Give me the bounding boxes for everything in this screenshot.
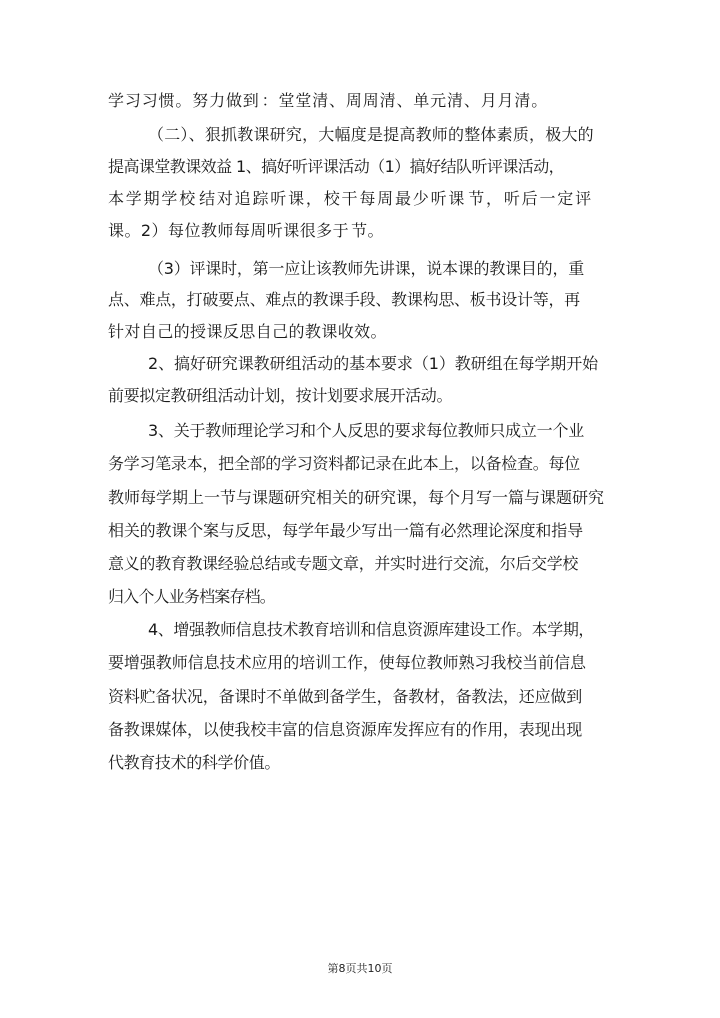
text-line xyxy=(108,686,582,708)
text-segment: 意义的教育教课经验总结或专题文章，并实时进行交流，尔后交学校 xyxy=(108,554,579,573)
text-segment: 备教课媒体，以使我校丰富的信息资源库发挥应有的作用，表现出现 xyxy=(108,720,583,739)
text-line xyxy=(108,385,452,407)
text-line xyxy=(148,619,594,641)
text-line xyxy=(108,321,387,343)
text-line xyxy=(108,90,548,115)
text-segment: 前要拟定教研组活动计划，按计划要求展开活动。 xyxy=(108,386,453,405)
text-segment: 代教育技术的科学价值。 xyxy=(108,753,281,772)
text-segment: 学习习惯。努力做到 xyxy=(108,91,260,110)
text-segment: 要增强教师信息技术应用的培训工作，使每位教师熟习我校当前信息 xyxy=(108,653,586,672)
text-segment: 点、难点，打破要点、难点的教课手段、教课构思、板书设计等，再 xyxy=(108,290,580,309)
text-line xyxy=(108,520,583,542)
text-segment: 节。 xyxy=(351,221,385,240)
text-segment: 务学习笔录本，把全部的学习资料都记录在此本上，以备检查。每位 xyxy=(108,454,580,473)
text-line xyxy=(108,553,578,575)
text-segment: 提高课堂教课效益 1、搞好听评课活动（1）搞好结队听评课活动， xyxy=(108,157,565,176)
text-segment: 针对自己的授课反思自己的教课收效。 xyxy=(108,322,387,341)
text-segment: 课。2）每位教师每周听课很多于 xyxy=(108,221,350,240)
text-line xyxy=(108,220,384,245)
page-footer: 第8页共10页 xyxy=(327,962,393,975)
text-segment: 3、关于教师理论学习和个人反思的要求每位教师只成立一个业 xyxy=(148,421,585,440)
text-segment: （3）评课时，第一应让该教师先讲课，说本课的教课目的，重 xyxy=(148,259,585,278)
text-segment: 本学期学校 xyxy=(108,189,198,208)
text-line xyxy=(148,124,594,146)
text-line xyxy=(108,487,604,509)
text-segment: 归入个人业务档案存档。 xyxy=(108,587,275,606)
text-line xyxy=(108,586,275,608)
text-line xyxy=(148,420,584,442)
text-segment: 相关的教课个案与反思，每学年最少写出一篇有必然理论深度和指导 xyxy=(108,521,583,540)
text-segment: 教师每学期上一节与课题研究相关的研究课，每个月写一篇与课题研究 xyxy=(108,488,605,507)
text-segment: 4、增强教师信息技术教育培训和信息资源库建设工作。本学期， xyxy=(148,620,595,639)
text-line xyxy=(108,188,593,213)
text-line xyxy=(108,156,564,178)
text-line xyxy=(108,289,580,311)
text-line xyxy=(108,453,580,475)
text-segment: （二）、狠抓教课研究，大幅度是提高教师的整体素质，极大的 xyxy=(148,125,594,144)
text-line xyxy=(148,353,598,375)
text-segment: ：堂堂清、周周清、单元清、月月清。 xyxy=(261,91,549,110)
text-segment: 2、搞好研究课教研组活动的基本要求（1）教研组在每学期开始 xyxy=(148,354,599,373)
text-segment: 节，听后一定评 xyxy=(468,189,593,208)
text-segment: 结对追踪听课，校干每周最少听课 xyxy=(199,189,467,208)
text-segment: 资料贮备状况，备课时不单做到备学生，备教材，备教法，还应做到 xyxy=(108,687,583,706)
text-line xyxy=(108,752,280,774)
text-line xyxy=(148,258,584,280)
text-line xyxy=(108,652,586,674)
text-line xyxy=(108,719,582,741)
